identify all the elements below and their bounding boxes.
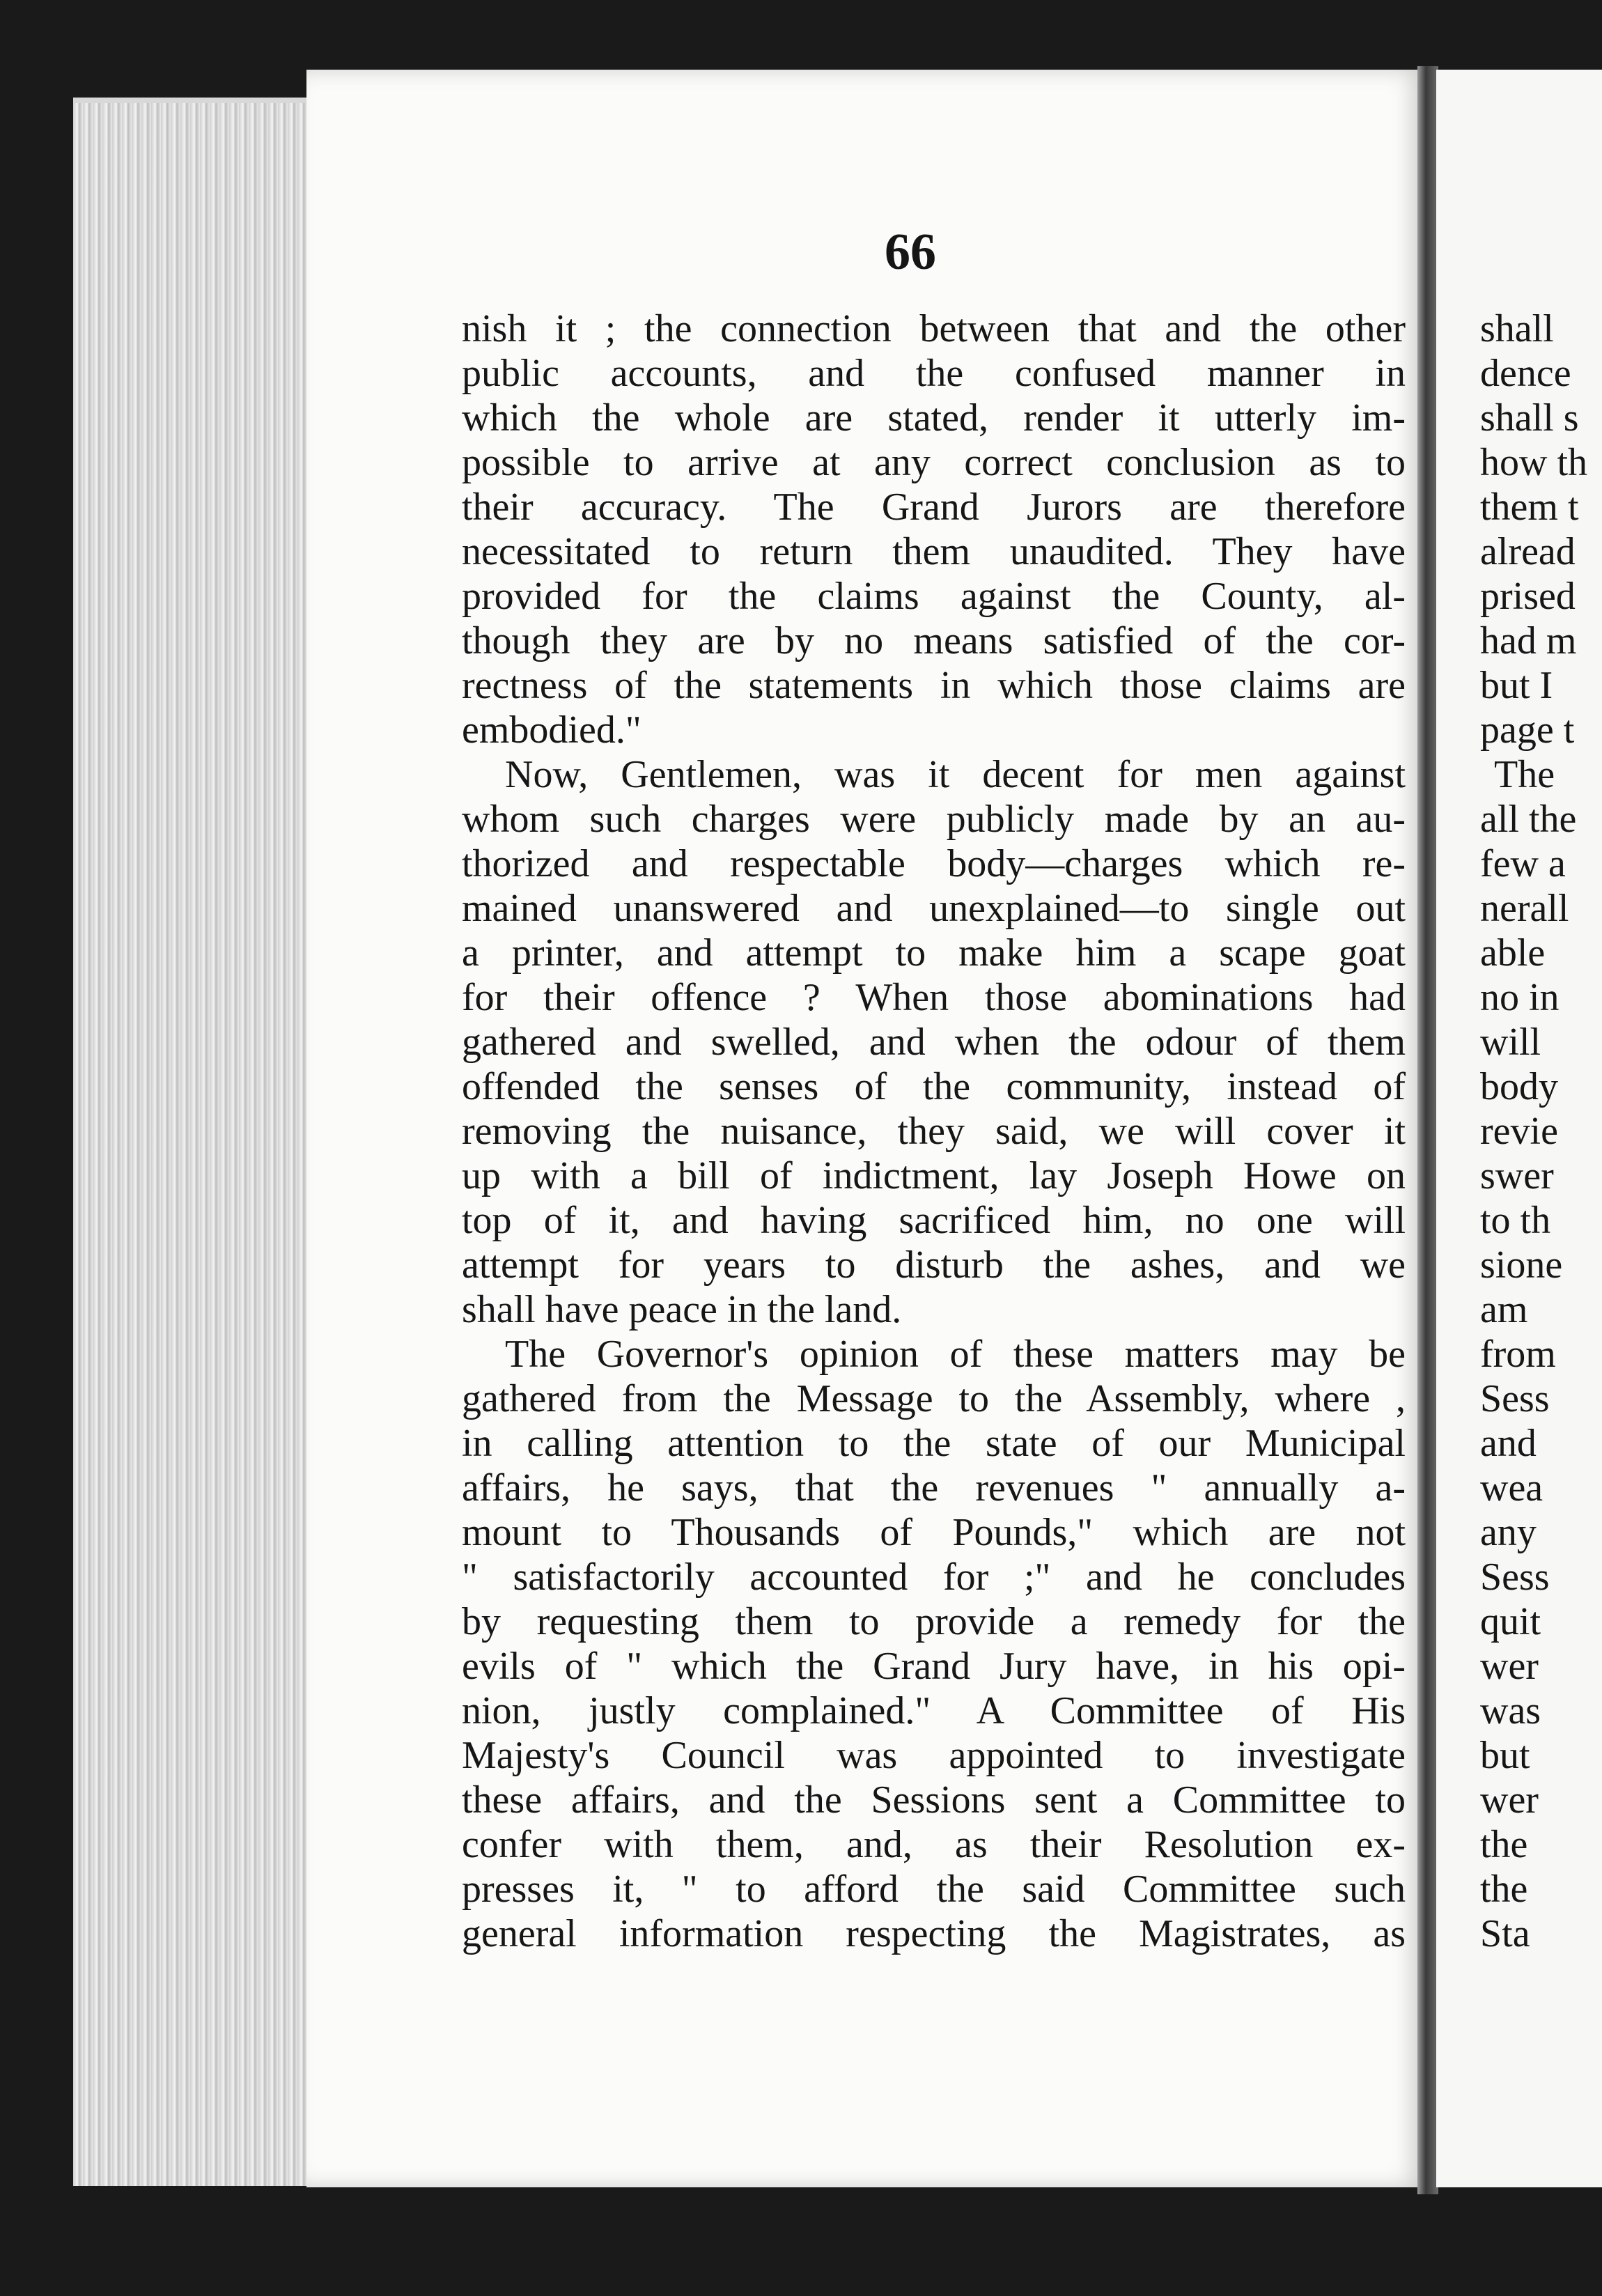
text-line: quit: [1480, 1600, 1541, 1643]
text-line: a printer, and attempt to make him a scape goat: [462, 931, 1406, 975]
text-line: provided for the claims against the County, al-: [462, 575, 1406, 618]
text-line: Sta: [1480, 1912, 1530, 1955]
text-line: evils of " which the Grand Jury have, in his opi-: [462, 1645, 1406, 1688]
text-line: rectness of the statements in which those claims are: [462, 664, 1406, 707]
text-line: possible to arrive at any correct conclusion as to: [462, 441, 1406, 484]
text-line: nion, justly complained." A Committee of His: [462, 1689, 1406, 1732]
text-line: alread: [1480, 530, 1576, 573]
text-line: Now, Gentlemen, was it decent for men against: [505, 753, 1406, 796]
text-line: general information respecting the Magistrates, as: [462, 1912, 1406, 1955]
text-line: wer: [1480, 1645, 1539, 1688]
text-line: few a: [1480, 842, 1566, 885]
text-line: the: [1480, 1868, 1528, 1911]
text-line: in calling attention to the state of our Municipal: [462, 1422, 1406, 1465]
text-line: mount to Thousands of Pounds," which are not: [462, 1511, 1406, 1554]
text-line: The Governor's opinion of these matters may be: [505, 1333, 1406, 1376]
text-line: top of it, and having sacrificed him, no one will: [462, 1199, 1406, 1242]
text-line: up with a bill of indictment, lay Joseph Howe on: [462, 1154, 1406, 1197]
text-line: sione: [1480, 1243, 1563, 1287]
text-line: but I: [1480, 664, 1553, 707]
text-line: and: [1480, 1422, 1537, 1465]
text-line: attempt for years to disturb the ashes, and we: [462, 1243, 1406, 1287]
text-line: wer: [1480, 1778, 1539, 1822]
text-line: any: [1480, 1511, 1537, 1554]
text-line: shall: [1480, 307, 1554, 350]
left-page-text: [462, 307, 1406, 1956]
text-line: revie: [1480, 1110, 1558, 1153]
text-line: embodied.": [462, 708, 641, 752]
page-edges: [73, 98, 324, 2186]
text-line: Sess: [1480, 1556, 1550, 1599]
text-line: their accuracy. The Grand Jurors are therefore: [462, 486, 1406, 529]
text-line: removing the nuisance, they said, we will cover it: [462, 1110, 1406, 1153]
text-line: necessitated to return them unaudited. They have: [462, 530, 1406, 573]
text-line: no in: [1480, 976, 1560, 1019]
text-line: page t: [1480, 708, 1575, 752]
right-page-text: [1480, 307, 1602, 1956]
text-line: to th: [1480, 1199, 1551, 1242]
text-line: nish it ; the connection between that and the other: [462, 307, 1406, 350]
text-line: swer: [1480, 1154, 1554, 1197]
text-line: prised: [1480, 575, 1576, 618]
text-line: presses it, " to afford the said Committee such: [462, 1868, 1406, 1911]
text-line: had m: [1480, 619, 1577, 662]
text-line: for their offence ? When those abominations had: [462, 976, 1406, 1019]
text-line: but: [1480, 1734, 1530, 1777]
text-line: the: [1480, 1823, 1528, 1866]
text-line: dence: [1480, 352, 1571, 395]
text-line: shall s: [1480, 396, 1579, 440]
text-line: nerall: [1480, 887, 1569, 930]
text-line: able: [1480, 931, 1546, 975]
book-gutter: [1417, 66, 1438, 2194]
text-line: The: [1494, 753, 1555, 796]
text-line: thorized and respectable body—charges which re-: [462, 842, 1406, 885]
text-line: Sess: [1480, 1377, 1550, 1420]
text-line: " satisfactorily accounted for ;" and he concludes: [462, 1556, 1406, 1599]
text-line: Majesty's Council was appointed to investigate: [462, 1734, 1406, 1777]
text-line: how th: [1480, 441, 1587, 484]
text-line: which the whole are stated, render it utterly im-: [462, 396, 1406, 440]
text-line: confer with them, and, as their Resolution ex-: [462, 1823, 1406, 1866]
text-line: affairs, he says, that the revenues " annually a-: [462, 1466, 1406, 1510]
text-line: these affairs, and the Sessions sent a Committee to: [462, 1778, 1406, 1822]
text-line: body: [1480, 1065, 1558, 1108]
text-line: will: [1480, 1021, 1541, 1064]
text-line: from: [1480, 1333, 1556, 1376]
text-line: all the: [1480, 798, 1577, 841]
text-line: gathered from the Message to the Assembly, where ,: [462, 1377, 1406, 1420]
text-line: though they are by no means satisfied of the cor-: [462, 619, 1406, 662]
text-line: offended the senses of the community, instead of: [462, 1065, 1406, 1108]
text-line: was: [1480, 1689, 1541, 1732]
text-line: them t: [1480, 486, 1579, 529]
text-line: wea: [1480, 1466, 1543, 1510]
text-line: by requesting them to provide a remedy for the: [462, 1600, 1406, 1643]
text-line: am: [1480, 1288, 1528, 1331]
text-line: gathered and swelled, and when the odour of them: [462, 1021, 1406, 1064]
text-line: mained unanswered and unexplained—to single out: [462, 887, 1406, 930]
text-line: public accounts, and the confused manner in: [462, 352, 1406, 395]
text-line: shall have peace in the land.: [462, 1288, 902, 1331]
page-number: 66: [885, 224, 936, 281]
text-line: whom such charges were publicly made by an au-: [462, 798, 1406, 841]
